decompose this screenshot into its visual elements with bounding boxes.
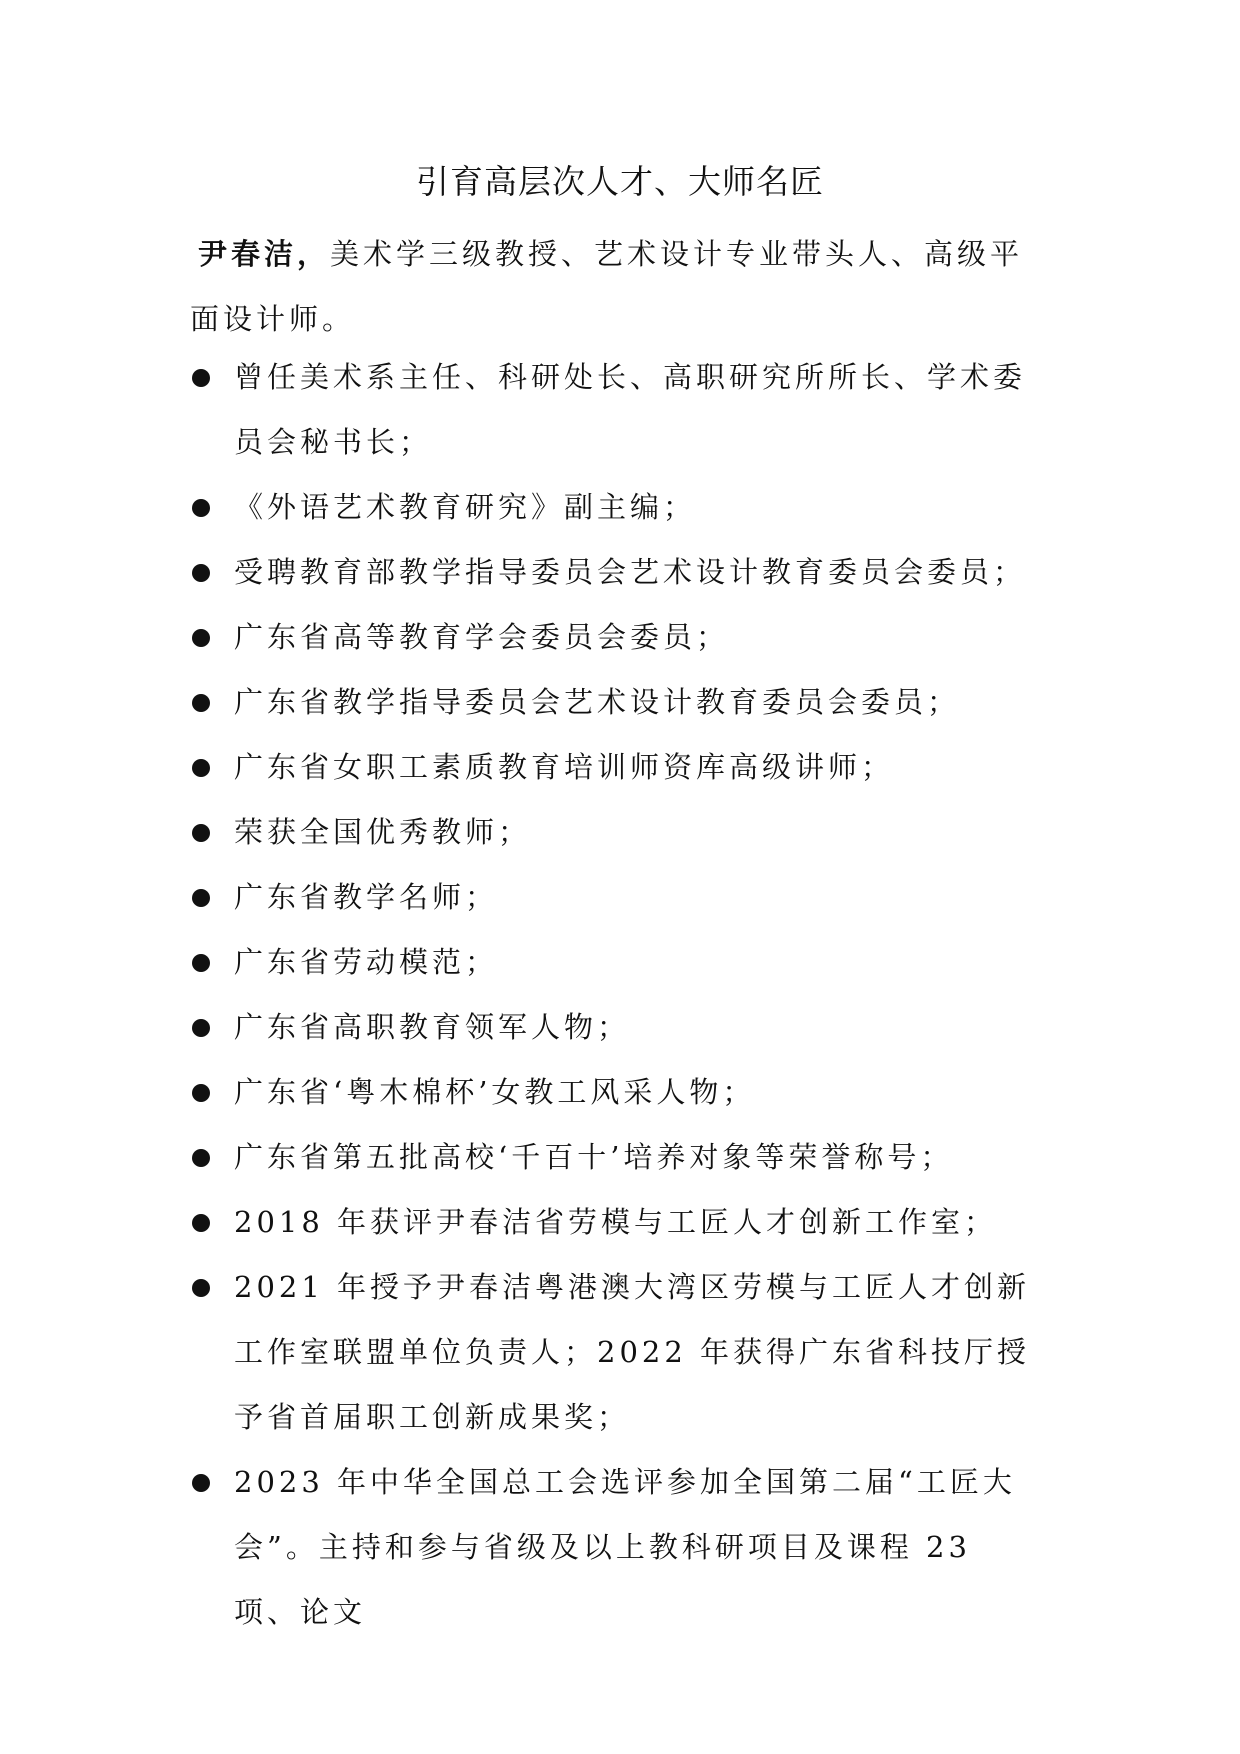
honors-list (190, 345, 1070, 1645)
bullet-icon (192, 759, 210, 777)
bullet-icon (192, 499, 210, 517)
list-item (190, 1450, 1044, 1645)
list-item (190, 930, 1044, 995)
list-item (190, 1190, 1044, 1255)
list-item-text: 广东省女职工素质教育培训师资库高级讲师； (234, 750, 895, 784)
list-item-text: 2023 年中华全国总工会选评参加全国第二届“工匠大会”。主持和参与省级及以上教科研项目及课程 23 项、论文 (234, 1465, 1016, 1629)
list-item-text: 《外语艺术教育研究》副主编； (234, 490, 697, 524)
list-item (190, 1125, 1044, 1190)
list-item-text: 广东省‘粤木棉杯’女教工风采人物； (234, 1075, 756, 1109)
bullet-icon (192, 954, 210, 972)
list-item (190, 995, 1044, 1060)
list-item (190, 540, 1044, 605)
list-item-text: 广东省劳动模范； (234, 945, 499, 979)
list-item (190, 1060, 1044, 1125)
bullet-icon (192, 1279, 210, 1297)
bullet-icon (192, 629, 210, 647)
bullet-icon (192, 889, 210, 907)
bullet-icon (192, 1474, 210, 1492)
person-name: 尹春洁， (198, 237, 331, 271)
list-item-text: 荣获全国优秀教师； (234, 815, 532, 849)
list-item-text: 广东省教学名师； (234, 880, 499, 914)
bullet-icon (192, 1214, 210, 1232)
page-title: 引育高层次人才、大师名匠 (416, 162, 824, 201)
list-item (190, 605, 1044, 670)
list-item (190, 800, 1044, 865)
list-item (190, 475, 1044, 540)
list-item-text: 广东省高等教育学会委员会委员； (234, 620, 730, 654)
list-item-text: 广东省高职教育领军人物； (234, 1010, 631, 1044)
bullet-icon (192, 1149, 210, 1167)
bullet-icon (192, 564, 210, 582)
list-item-text: 广东省第五批高校‘千百十’培养对象等荣誉称号； (234, 1140, 954, 1174)
bullet-icon (192, 1019, 210, 1037)
list-item-text: 2021 年授予尹春洁粤港澳大湾区劳模与工匠人才创新工作室联盟单位负责人；2022 年获得广东省科技厅授予省首届职工创新成果奖； (234, 1270, 1031, 1434)
list-item (190, 345, 1044, 475)
list-item (190, 1255, 1044, 1450)
intro-paragraph (190, 222, 1050, 352)
list-item-text: 广东省教学指导委员会艺术设计教育委员会委员； (234, 685, 961, 719)
bullet-icon (192, 824, 210, 842)
list-item (190, 670, 1044, 735)
bullet-icon (192, 1084, 210, 1102)
list-item-text: 受聘教育部教学指导委员会艺术设计教育委员会委员； (234, 555, 1027, 589)
bullet-icon (192, 369, 210, 387)
list-item (190, 735, 1044, 800)
list-item-text: 2018 年获评尹春洁省劳模与工匠人才创新工作室； (234, 1205, 998, 1239)
bullet-icon (192, 694, 210, 712)
list-item-text: 曾任美术系主任、科研处长、高职研究所所长、学术委员会秘书长； (234, 360, 1027, 459)
intro-text: 美术学三级教授、艺术设计专业带头人、高级平面设计师。 (190, 237, 1024, 336)
list-item (190, 865, 1044, 930)
